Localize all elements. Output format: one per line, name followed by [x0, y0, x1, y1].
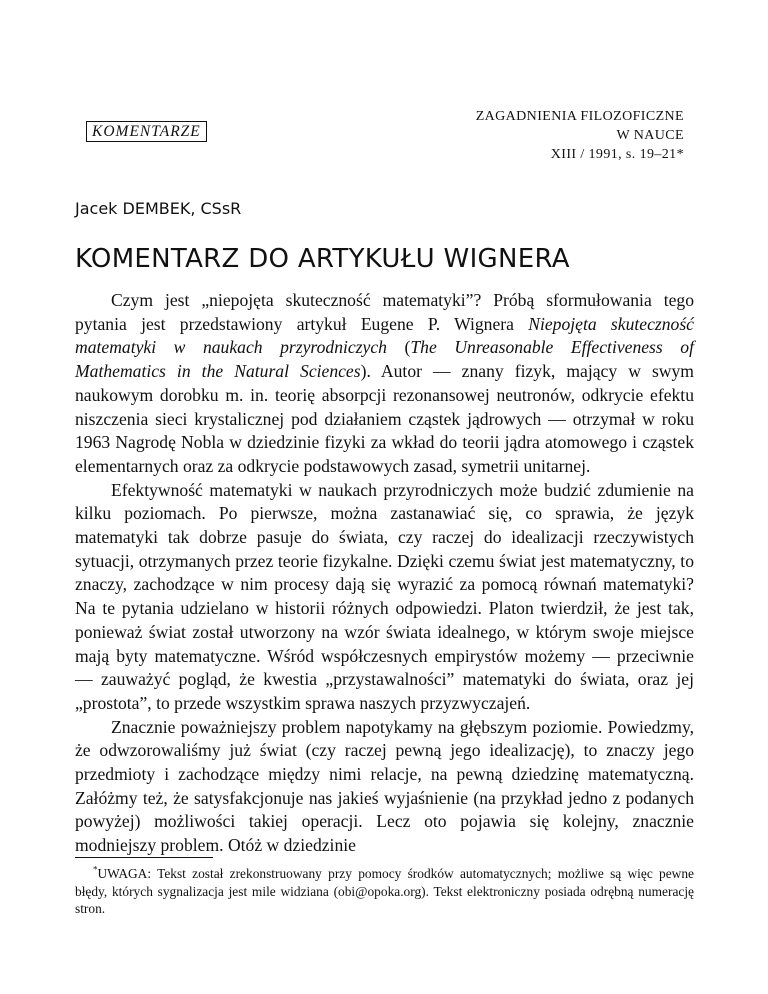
- article-title: KOMENTARZ DO ARTYKUŁU WIGNERA: [75, 244, 570, 274]
- footnote: [75, 865, 694, 918]
- paragraph-2: Efektywność matematyki w naukach przyrodniczych może budzić zdumienie na kilku poziomach. Po pierwsze, można zastanawiać się, co sprawia, że język matematyki tak dobrze pasuje do świata, czy raczej do idealizacji rzeczywistych sytuacji, otrzymanych przez teorie fizykalne. Dzięki czemu świat jest matematyczny, to znaczy, zachodzące w nim procesy dają się wyrazić za pomocą równań matematyki? Na te pytania udzielano w historii różnych odpowiedzi. Platon twierdził, że jest tak, ponieważ świat został utworzony na wzór świata idealnego, w którym swoje miejsce mają byty matematyczne. Wśród współczesnych empirystów możemy — przeciwnie — zauważyć pogląd, że kwestia „przystawalności” matematyki do świata, oraz jej „prostota”, to przede wszystkim sprawa naszych przyzwyczajeń.: [75, 479, 694, 713]
- paragraph-1: [75, 289, 694, 479]
- paragraph-1-text-a: Czym jest „niepojęta skuteczność matematyki”? Próbą sformułowania tego pytania jest przedstawiony artykuł Eugene P. Wignera: [75, 290, 694, 334]
- footnote-marker: *: [93, 864, 98, 875]
- journal-subtitle: W NAUCE: [616, 128, 684, 143]
- footnote-text: UWAGA: Tekst został zrekonstruowany przy pomocy środków automatycznych; możliwe są więc pewne błędy, których sygnalizacja jest mile widziana (obi@opoka.org). Tekst elektroniczny posiada odrębną numerację stron.: [75, 866, 694, 916]
- author: Jacek DEMBEK, CSsR: [75, 199, 242, 218]
- article-body: [75, 289, 694, 858]
- journal-name: ZAGADNIENIA FILOZOFICZNE: [475, 109, 684, 124]
- section-label: KOMENTARZE: [86, 121, 207, 142]
- paragraph-3: Znacznie poważniejszy problem napotykamy na głębszym poziomie. Powiedzmy, że odwzorowaliśmy już świat (czy raczej pewną jego idealizację), to znaczy jego przedmioty i zachodzące między nimi relacje, na pewną dziedzinę matematyczną. Załóżmy też, że satysfakcjonuje nas jakieś wyjaśnienie (na przykład jedno z podanych powyżej) możliwości takiej operacji. Lecz oto pojawia się kolejny, znacznie modniejszy problem. Otóż w dziedzinie: [75, 716, 694, 856]
- english-title: The Unreasonable Effectiveness of Mathematics in the Natural Sciences: [75, 337, 694, 382]
- journal-issue: XIII / 1991, s. 19–21*: [550, 147, 684, 162]
- paragraph-1-text-e: ). Autor — znany fizyk, mający w swym naukowym dorobku m. in. teorię absorpcji rezonansowej neutronów, odkrycie efektu niszczenia sieci krystalicznej pod działaniem cząstek jądrowych — otrzymał w roku 1963 Nagrodę Nobla w dziedzinie fizyki za wkład do teorii jądra atomowego i cząstek elementarnych oraz za odkrycie podstawowych zasad, symetrii unitarnej.: [75, 361, 694, 476]
- polish-title: Niepojęta skuteczność matematyki w naukach przyrodniczych: [75, 313, 694, 358]
- footnote-rule: [75, 857, 213, 858]
- paragraph-1-text-c: (: [386, 337, 411, 358]
- journal-header: [476, 107, 684, 164]
